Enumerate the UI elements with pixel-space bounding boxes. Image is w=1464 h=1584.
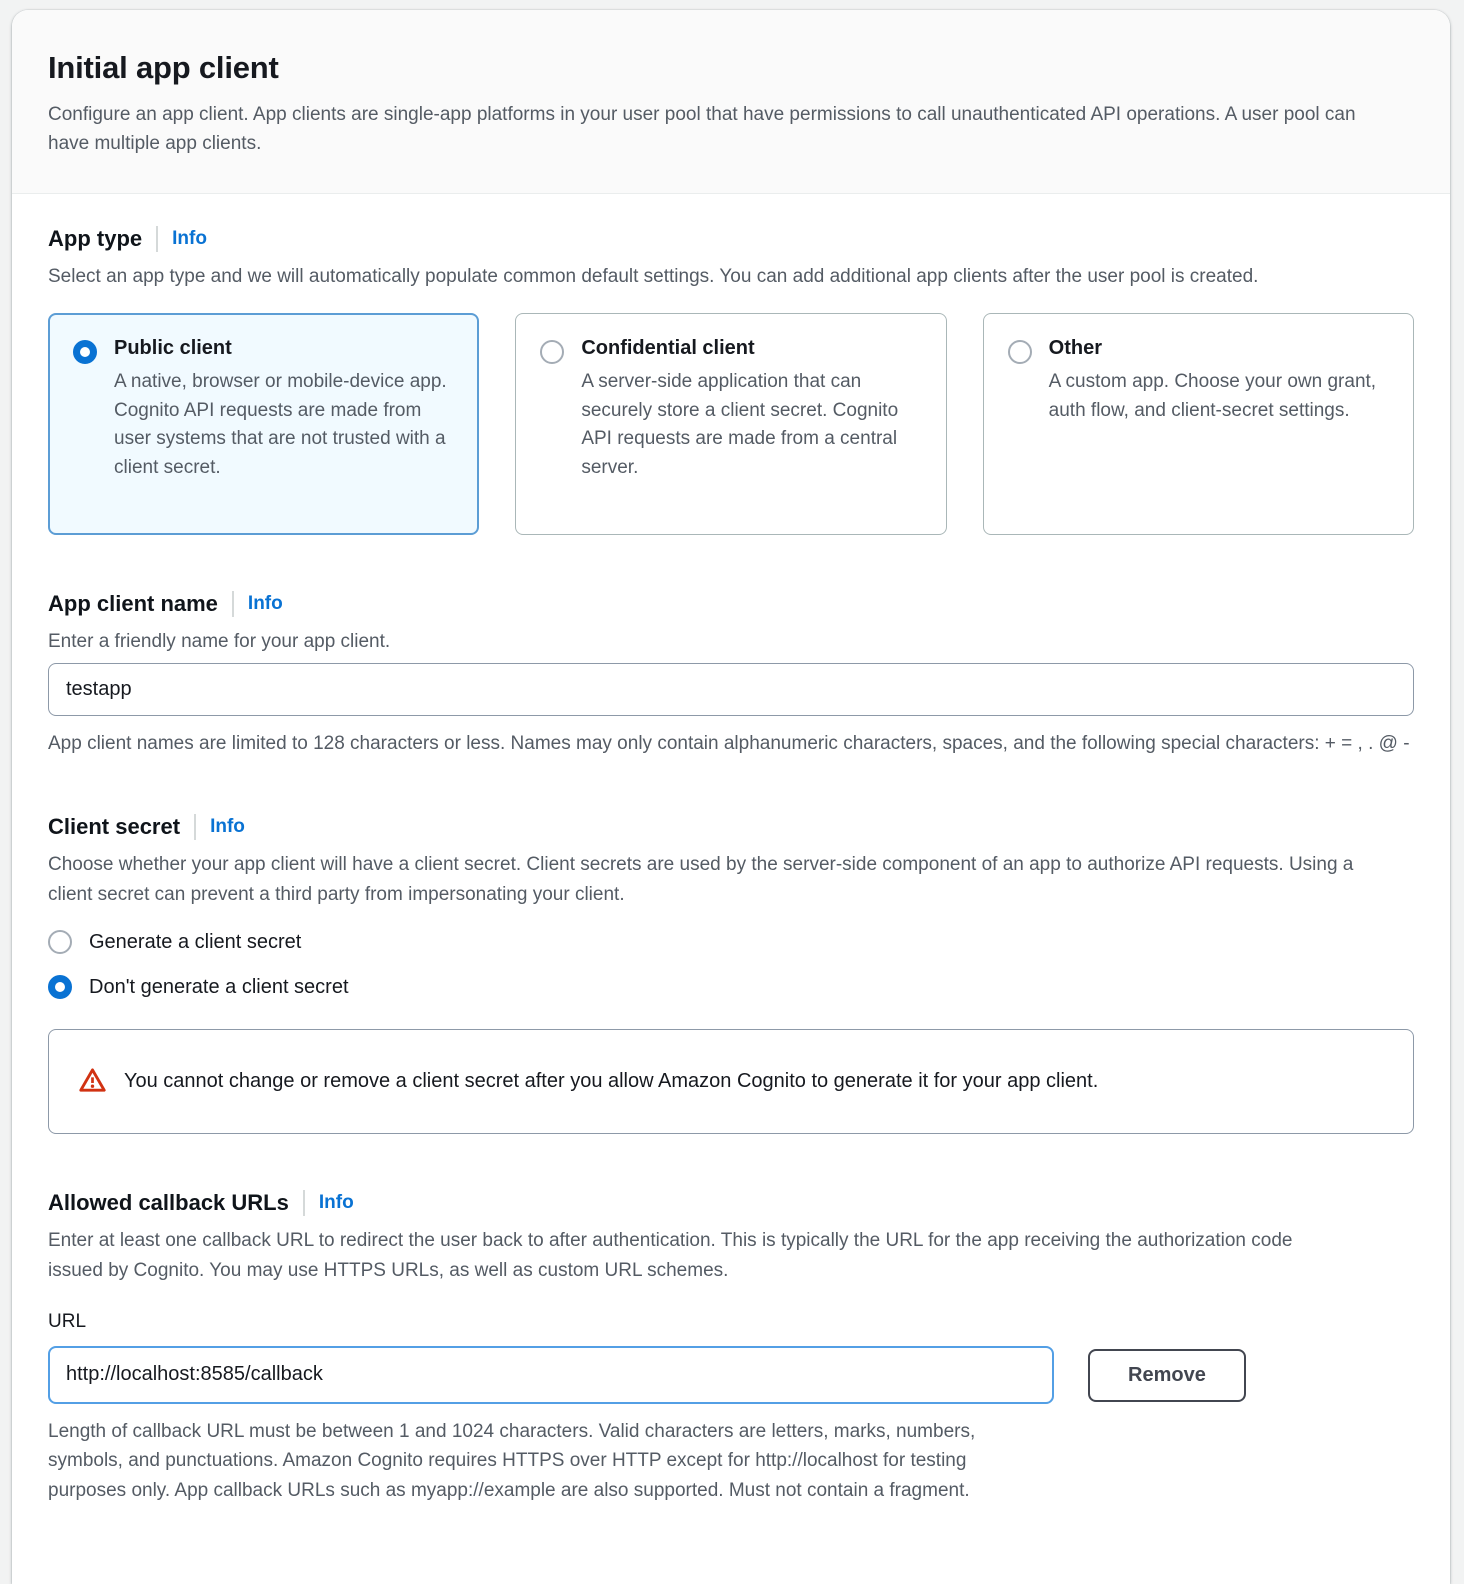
page-title: Initial app client <box>48 50 279 85</box>
callback-url-input[interactable] <box>48 1346 1054 1404</box>
generate-client-secret-option[interactable] <box>48 930 1414 954</box>
initial-app-client-panel <box>12 10 1450 1584</box>
panel-header <box>12 10 1450 194</box>
callback-urls-label: Allowed callback URLs <box>48 1190 289 1216</box>
dont-generate-client-secret-option[interactable] <box>48 975 1414 999</box>
app-client-name-description: Enter a friendly name for your app client. <box>48 631 391 653</box>
tile-title-other: Other <box>1048 337 1102 360</box>
url-row <box>48 1346 1414 1404</box>
panel-body <box>12 194 1450 1545</box>
remove-url-button[interactable]: Remove <box>1088 1349 1246 1402</box>
client-secret-section <box>48 814 1414 1134</box>
tile-description-other: A custom app. Choose your own grant, auth flow, and client-secret settings. <box>1048 371 1377 421</box>
app-client-name-label: App client name <box>48 591 218 617</box>
app-type-option-other[interactable] <box>983 313 1414 535</box>
app-type-label-row <box>48 226 1414 252</box>
client-secret-description: Choose whether your app client will have a client secret. Client secrets are used by the server-side component of an app to authorize API requests. Using a client secret can prevent a third party from impersonating your client. <box>48 854 1354 905</box>
callback-urls-description: Enter at least one callback URL to redirect the user back to after authentication. This is typically the URL for the app receiving the authorization code issued by Cognito. You may use HTTPS URLs, as well as custom URL schemes. <box>48 1230 1293 1281</box>
callback-urls-info-link[interactable]: Info <box>318 1192 354 1214</box>
page-description: Configure an app client. App clients are single-app platforms in your user pool that have permissions to call unauthenticated API operations. A user pool can have multiple app clients. <box>48 104 1356 155</box>
label-divider <box>194 814 196 840</box>
app-type-section <box>48 226 1414 535</box>
radio-other[interactable] <box>1008 340 1032 364</box>
app-client-name-info-link[interactable]: Info <box>247 593 283 615</box>
tile-description-public-client: A native, browser or mobile-device app. Cognito API requests are made from user systems that are not trusted with a client secret. <box>114 371 447 478</box>
label-divider <box>232 591 234 617</box>
label-divider <box>303 1190 305 1216</box>
tile-title-public-client: Public client <box>114 337 232 360</box>
client-secret-warning-box <box>48 1029 1414 1134</box>
app-client-name-label-row <box>48 591 1414 617</box>
tile-text <box>114 337 454 511</box>
app-type-label: App type <box>48 225 143 251</box>
app-client-name-constraint: App client names are limited to 128 characters or less. Names may only contain alphanumeric characters, spaces, and the following special characters: + = , . @ - <box>48 732 1410 754</box>
label-divider <box>156 226 158 252</box>
radio-public-client[interactable] <box>73 340 97 364</box>
app-type-option-public-client[interactable] <box>48 313 479 535</box>
client-secret-info-link[interactable]: Info <box>210 816 245 838</box>
client-secret-warning-text: You cannot change or remove a client secret after you allow Amazon Cognito to generate it for your app client. <box>124 1070 1099 1093</box>
client-secret-label: Client secret <box>48 814 181 840</box>
app-client-name-section <box>48 591 1414 758</box>
radio-generate-client-secret[interactable] <box>48 930 72 954</box>
tile-title-confidential-client: Confidential client <box>581 337 755 360</box>
tile-description-confidential-client: A server-side application that can securely store a client secret. Cognito API requests are made from a central server. <box>581 371 899 478</box>
app-type-option-confidential-client[interactable] <box>515 313 946 535</box>
app-client-name-input[interactable] <box>48 663 1414 716</box>
warning-icon <box>79 1067 106 1101</box>
callback-urls-section <box>48 1190 1414 1505</box>
client-secret-label-row <box>48 814 1414 840</box>
url-field-label: URL <box>48 1310 87 1332</box>
radio-confidential-client[interactable] <box>540 340 564 364</box>
tile-text <box>581 337 921 511</box>
callback-url-constraint: Length of callback URL must be between 1 and 1024 characters. Valid characters are letters, marks, numbers, symbols, and punctuations. Amazon Cognito requires HTTPS over HTTP except for http://localhost for testing purposes only. App callback URLs such as myapp://example are also supported. Must not contain a fragment. <box>48 1420 976 1501</box>
dont-generate-client-secret-label: Don't generate a client secret <box>89 975 349 998</box>
app-type-tiles <box>48 313 1414 535</box>
generate-client-secret-label: Generate a client secret <box>89 930 302 953</box>
radio-dont-generate-client-secret[interactable] <box>48 975 72 999</box>
app-type-description: Select an app type and we will automatically populate common default settings. You can add additional app clients after the user pool is created. <box>48 265 1259 287</box>
callback-urls-label-row <box>48 1190 1414 1216</box>
app-type-info-link[interactable]: Info <box>172 227 207 249</box>
tile-text <box>1049 337 1389 511</box>
